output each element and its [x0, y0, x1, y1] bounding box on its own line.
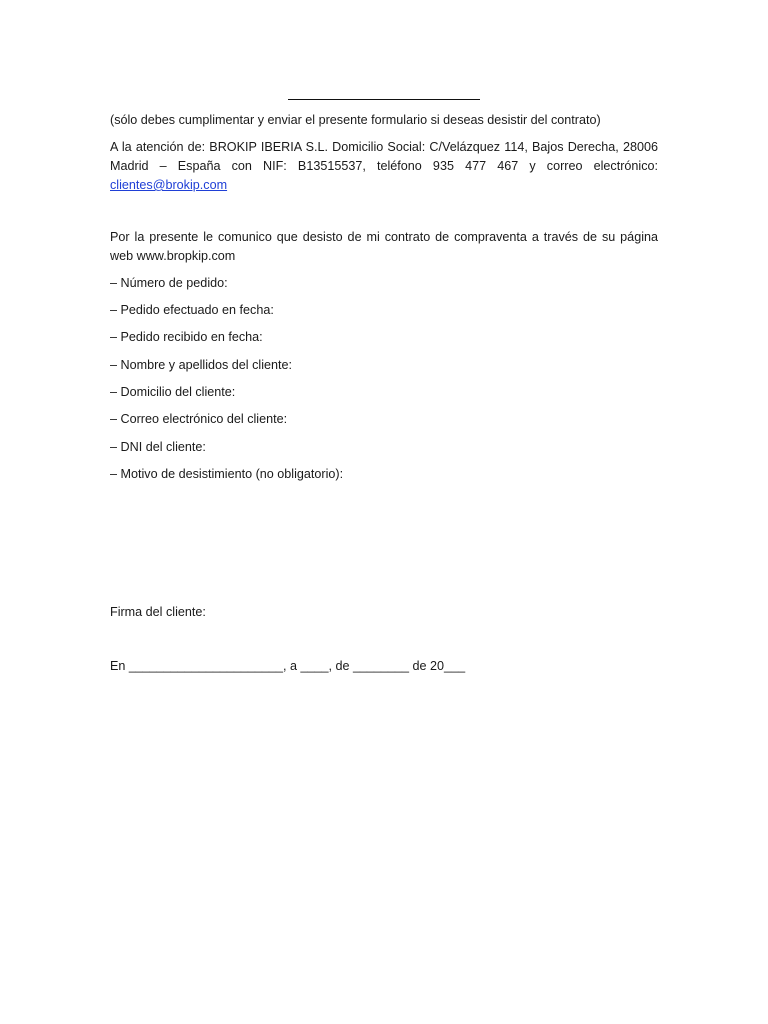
field-order-date: – Pedido efectuado en fecha:: [110, 303, 274, 317]
field-order-number: – Número de pedido:: [110, 276, 228, 290]
email-link[interactable]: clientes@brokip.com: [110, 178, 228, 192]
field-withdrawal-reason: – Motivo de desistimiento (no obligatorio):: [110, 467, 344, 481]
signature-label: Firma del cliente:: [110, 605, 206, 619]
title-underline: [288, 99, 480, 100]
withdrawal-statement: Por la presente le comunico que desisto de mi contrato de compraventa a través de su página web www.bropkip.com: [110, 230, 658, 263]
field-customer-email: – Correo electrónico del cliente:: [110, 412, 288, 426]
addressee-paragraph: [110, 138, 658, 195]
field-received-date: – Pedido recibido en fecha:: [110, 330, 263, 344]
field-customer-name: – Nombre y apellidos del cliente:: [110, 358, 293, 372]
place-date-line: En ______________________, a ____, de ________ de 20___: [110, 659, 466, 673]
field-customer-dni: – DNI del cliente:: [110, 440, 206, 454]
form-instructions: (sólo debes cumplimentar y enviar el presente formulario si deseas desistir del contrato): [110, 113, 601, 127]
addressee-text: A la atención de: BROKIP IBERIA S.L. Domicilio Social: C/Velázquez 114, Bajos Derecha, 28006 Madrid – España con NIF: B13515537, teléfono 935 477 467 y correo electrónico:: [110, 140, 658, 173]
field-customer-address: – Domicilio del cliente:: [110, 385, 236, 399]
